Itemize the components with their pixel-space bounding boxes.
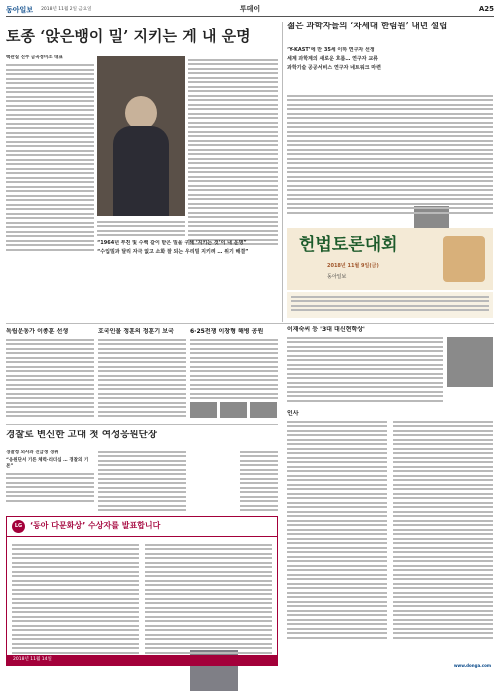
right-headline: 젊은 과학자들의 ‘차세대 한림원’ 내년 설립 xyxy=(287,22,448,31)
police-quote: “응원단서 기른 체력·리더십 … 경찰의 기본” xyxy=(6,458,89,470)
story-patriot xyxy=(98,328,186,418)
pull-quote-1: “1964년 부친 및 수백 같이 받은 밀을 구해 ‘지키는 것’이 내 운명” xyxy=(97,240,247,246)
ad-date: 2018년 11월 9일(금) xyxy=(327,263,379,269)
main-pull-quotes xyxy=(97,240,277,264)
right-body xyxy=(287,92,493,224)
award-story xyxy=(287,326,493,406)
police-col-1 xyxy=(6,450,94,512)
ad-title: 헌법토론대회 xyxy=(299,235,398,255)
police-headline: 경찰로 변신한 고대 첫 여성응원단장 xyxy=(6,430,157,440)
police-col-3 xyxy=(240,448,278,512)
ad-graphic xyxy=(443,236,485,282)
page-number: A25 xyxy=(478,5,494,14)
newspaper-logo[interactable]: 동아일보 xyxy=(6,5,34,15)
main-col-3 xyxy=(188,56,278,266)
right-sub-3: 과학기술 공공서비스 연구자 네트워크 마련 xyxy=(287,64,381,71)
police-story-head xyxy=(6,430,278,446)
masthead xyxy=(6,4,494,17)
award-title: 이재숙씨 등 '3대 대신현학상' xyxy=(287,326,365,333)
award-photo xyxy=(447,337,493,387)
portrait-body xyxy=(113,126,169,216)
personnel-list xyxy=(287,410,493,670)
police-col-2 xyxy=(98,448,186,512)
main-photo xyxy=(97,56,185,216)
ad-caption xyxy=(287,292,493,318)
lg-ad-footer: 2018년 11월 14일 xyxy=(7,655,277,665)
story-3-photos xyxy=(190,402,278,418)
lg-ad[interactable] xyxy=(6,516,278,666)
story-independence xyxy=(6,328,94,418)
story-1-title: 독립운동가 이종훈 선생 xyxy=(6,328,69,335)
right-sub-2: 세계 과학계의 새로운 흐름… 연구자 교류 xyxy=(287,55,378,62)
portrait-face xyxy=(125,96,157,130)
issue-date: 2018년 11월 2일 금요일 xyxy=(41,6,92,12)
lg-ad-title: ‘동아 다문화상’ 수상자를 발표합니다 xyxy=(30,521,161,531)
right-subheads xyxy=(287,47,407,92)
main-col-1 xyxy=(6,55,94,265)
story-2-title: 호국인물 정훈의 정훈기 보국 xyxy=(98,328,174,335)
right-sub-1: ‘Y-KAST’에 만 35세 이하 연구자 선정 xyxy=(287,47,375,53)
personnel-title: 인사 xyxy=(287,410,299,417)
right-kicker xyxy=(287,22,493,42)
main-text-1 xyxy=(6,64,94,251)
story-korean-war xyxy=(190,328,278,418)
pull-quote-2: “수입밀과 달리 자극 없고 소화 잘 되는 우리밀 지키려 … 위기 해결” xyxy=(97,248,249,255)
debate-ad[interactable] xyxy=(287,228,493,290)
site-credit[interactable]: www.donga.com xyxy=(453,662,491,668)
section-title: 투데이 xyxy=(239,5,261,14)
story-3-title: 6·25전쟁 이창형 해병 공원 xyxy=(190,328,264,335)
lg-logo: LG xyxy=(12,520,25,533)
main-byline: 백관실 진주 금곡정미소 대표 xyxy=(6,55,63,60)
main-headline: 토종 ‘앉은뱅이 밀’ 지키는 게 내 운명 xyxy=(6,28,251,45)
ad-sponsor: 동아일보 xyxy=(327,274,347,280)
police-byline: 경찰청 외사과 진급생 경위 xyxy=(6,450,59,455)
